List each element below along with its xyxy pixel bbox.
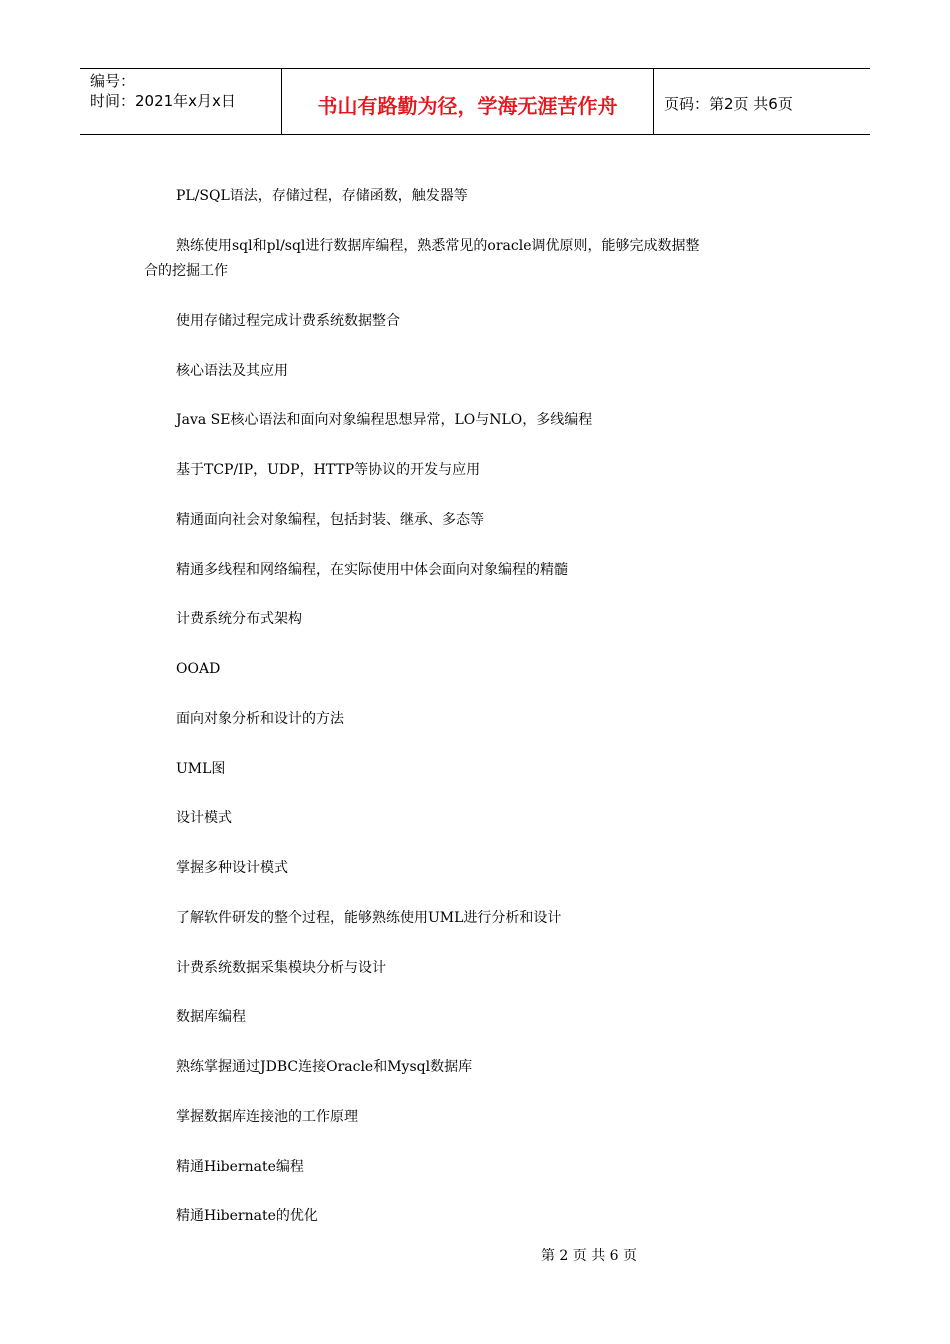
text-line: 熟练使用sql和pl/sql进行数据库编程，熟悉常见的oracle调优原则，能够完成数据整 bbox=[176, 238, 700, 254]
text-line: 合的挖掘工作 bbox=[144, 263, 228, 279]
header-page-info: 页码：第2页 共6页 bbox=[664, 95, 793, 113]
text-line: 计费系统分布式架构 bbox=[176, 611, 302, 627]
text-line: 基于TCP/IP，UDP，HTTP等协议的开发与应用 bbox=[176, 462, 481, 478]
text-line: 设计模式 bbox=[176, 810, 232, 826]
text-line: 掌握数据库连接池的工作原理 bbox=[176, 1109, 358, 1125]
text-line: 掌握多种设计模式 bbox=[176, 860, 288, 876]
text-line: 精通Hibernate的优化 bbox=[176, 1208, 318, 1224]
text-line: 使用存储过程完成计费系统数据整合 bbox=[176, 313, 400, 329]
text-line: 面向对象分析和设计的方法 bbox=[176, 711, 344, 727]
text-line: 熟练掌握通过JDBC连接Oracle和Mysql数据库 bbox=[176, 1059, 473, 1075]
page-footer: 第 2 页 共 6 页 bbox=[540, 1248, 638, 1264]
header-meta bbox=[80, 69, 282, 134]
header-motto: 书山有路勤为径，学海无涯苦作舟 bbox=[282, 69, 654, 134]
text-line: 了解软件研发的整个过程，能够熟练使用UML进行分析和设计 bbox=[176, 910, 562, 926]
text-line: UML图 bbox=[176, 761, 226, 777]
text-line: 核心语法及其应用 bbox=[176, 363, 288, 379]
text-line: 数据库编程 bbox=[176, 1009, 246, 1025]
text-line: 精通Hibernate编程 bbox=[176, 1159, 304, 1175]
number-label: 编号： bbox=[90, 72, 136, 90]
text-line: Java SE核心语法和面向对象编程思想异常，LO与NLO，多线编程 bbox=[176, 412, 593, 428]
text-line: 计费系统数据采集模块分析与设计 bbox=[176, 960, 386, 976]
text-line: 精通多线程和网络编程，在实际使用中体会面向对象编程的精髓 bbox=[176, 562, 568, 578]
page-header bbox=[80, 68, 870, 135]
text-line: 精通面向社会对象编程，包括封装、继承、多态等 bbox=[176, 512, 484, 528]
time-label: 时间：2021年x月x日 bbox=[90, 92, 236, 110]
text-line: OOAD bbox=[176, 661, 221, 677]
text-line: PL/SQL语法，存储过程，存储函数，触发器等 bbox=[176, 188, 468, 204]
